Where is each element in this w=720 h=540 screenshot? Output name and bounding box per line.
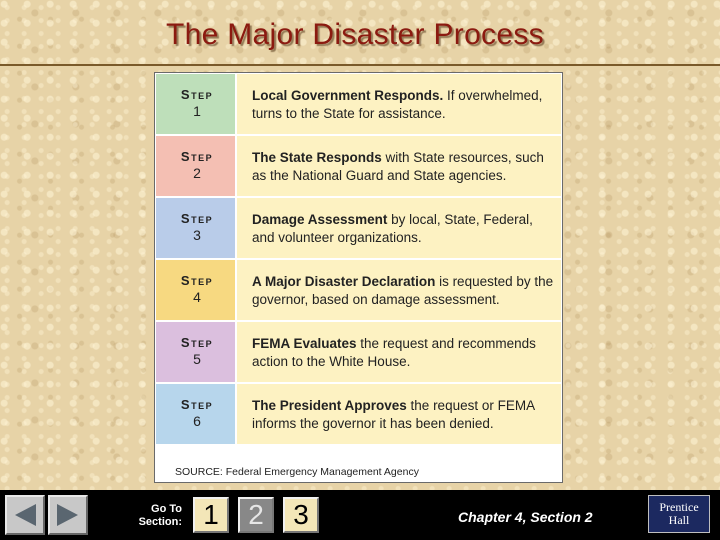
navigation-bar (0, 490, 720, 540)
step-number: 4 (193, 289, 201, 305)
steps-list (156, 74, 561, 446)
publisher-logo (648, 495, 710, 533)
step-word: Step (180, 211, 214, 226)
step-row (156, 260, 561, 322)
step-description (252, 211, 557, 247)
step-description-cell (237, 260, 561, 320)
step-word: Step (180, 149, 214, 164)
step-row (156, 322, 561, 384)
step-detail: with State resources, such as the National Guard and State agencies. (252, 150, 544, 183)
step-description (252, 335, 557, 371)
step-heading: FEMA Evaluates (252, 336, 357, 351)
step-description (252, 87, 557, 123)
step-row (156, 384, 561, 446)
step-heading: The President Approves (252, 398, 407, 413)
logo-line1: Prentice (659, 500, 699, 514)
step-word: Step (180, 273, 214, 288)
step-badge (156, 136, 237, 196)
step-description-cell (237, 322, 561, 382)
forward-arrow-icon (55, 502, 81, 528)
step-description-cell (237, 198, 561, 258)
title-divider (0, 64, 720, 66)
process-diagram (154, 72, 563, 483)
step-description (252, 397, 557, 433)
step-detail: the request and recommends action to the White House. (252, 336, 536, 369)
go-to-section-label (126, 503, 182, 529)
step-number: 1 (193, 103, 201, 119)
chapter-section-label: Chapter 4, Section 2 (458, 509, 593, 525)
step-detail: is requested by the governor, based on damage assessment. (252, 274, 554, 307)
step-row (156, 198, 561, 260)
step-description-cell (237, 74, 561, 134)
go-to-label-line1: Go To (151, 503, 182, 515)
step-number: 3 (193, 227, 201, 243)
section-1-button[interactable]: 1 (193, 497, 229, 533)
step-detail: If overwhelmed, turns to the State for assistance. (252, 88, 543, 121)
step-detail: the request or FEMA informs the governor it has been denied. (252, 398, 535, 431)
logo-line2: Hall (668, 513, 690, 527)
step-detail: by local, State, Federal, and volunteer organizations. (252, 212, 533, 245)
slide-title: The Major Disaster Process (166, 18, 544, 51)
step-row (156, 136, 561, 198)
next-button[interactable] (48, 495, 88, 535)
step-word: Step (180, 87, 214, 102)
step-badge (156, 198, 237, 258)
step-heading: Damage Assessment (252, 212, 388, 227)
step-description (252, 149, 557, 185)
previous-button[interactable] (5, 495, 45, 535)
step-badge (156, 74, 237, 134)
step-badge (156, 260, 237, 320)
step-description-cell (237, 384, 561, 444)
step-description (252, 273, 557, 309)
go-to-label-line2: Section: (138, 516, 182, 528)
step-number: 6 (193, 413, 201, 429)
step-word: Step (180, 335, 214, 350)
step-heading: The State Responds (252, 150, 382, 165)
section-2-button[interactable]: 2 (238, 497, 274, 533)
back-arrow-icon (12, 502, 38, 528)
step-badge (156, 384, 237, 444)
source-note: SOURCE: Federal Emergency Management Agency (175, 466, 419, 478)
step-number: 5 (193, 351, 201, 367)
section-3-button[interactable]: 3 (283, 497, 319, 533)
step-heading: Local Government Responds. (252, 88, 444, 103)
step-badge (156, 322, 237, 382)
step-description-cell (237, 136, 561, 196)
step-row (156, 74, 561, 136)
step-heading: A Major Disaster Declaration (252, 274, 436, 289)
step-word: Step (180, 397, 214, 412)
step-number: 2 (193, 165, 201, 181)
